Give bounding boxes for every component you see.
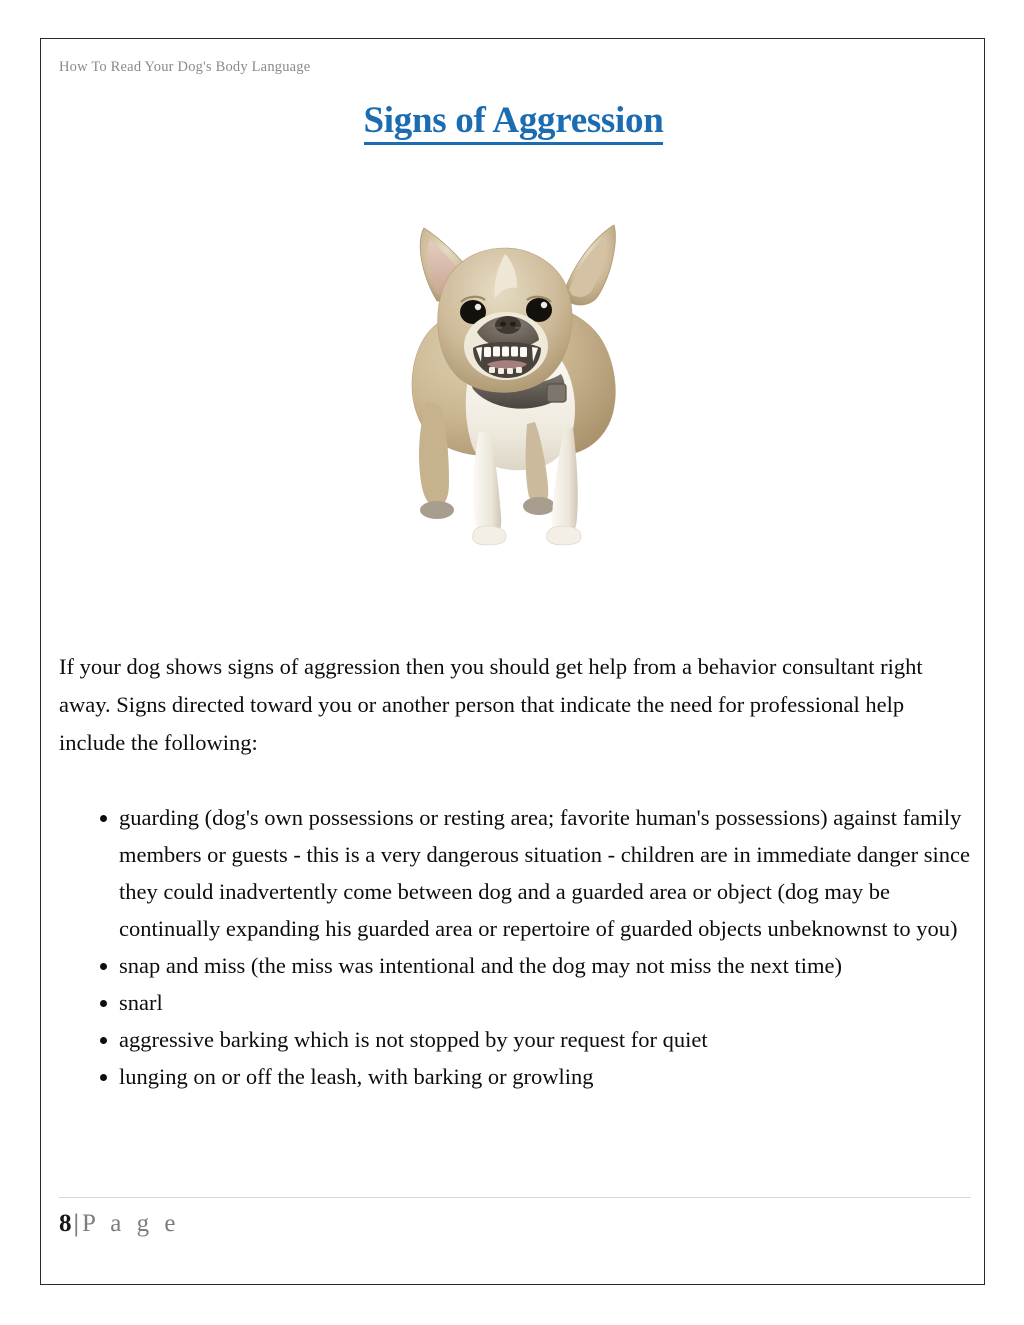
page-number: 8 [59,1210,72,1237]
document-page [40,38,985,1285]
collar-buckle [547,384,566,402]
footer-separator: | [73,1210,80,1237]
snarling-chihuahua-photo [375,206,653,546]
page-title [41,99,985,145]
dog-nose [495,316,521,334]
figure-container [41,206,985,546]
list-item: guarding (dog's own possessions or resting area; favorite human's possessions) against family members or guests - this is a very dangerous situation - children are in immediate danger since they could inadvertently come between dog and a guarded area or object (dog may be continually expanding his guarded area or repertoire of guarded objects unbeknownst to you) [59,799,971,947]
list-item: snarl [59,984,971,1021]
list-item: lunging on or off the leash, with barking or growling [59,1058,971,1095]
list-item: snap and miss (the miss was intentional and the dog may not miss the next time) [59,947,971,984]
page-title-text: Signs of Aggression [364,102,664,145]
aggression-signs-list [59,799,971,1095]
footer-page-label: P a g e [82,1210,180,1237]
page-footer [59,1210,180,1238]
dog-muzzle [464,312,548,380]
intro-paragraph: If your dog shows signs of aggression then you should get help from a behavior consultant right away. Signs directed toward you or another person that indicate the need for professional help include the following: [59,653,923,755]
list-item: aggressive barking which is not stopped by your request for quiet [59,1021,971,1058]
running-header: How To Read Your Dog's Body Language [59,59,311,75]
footer-divider [59,1197,971,1198]
